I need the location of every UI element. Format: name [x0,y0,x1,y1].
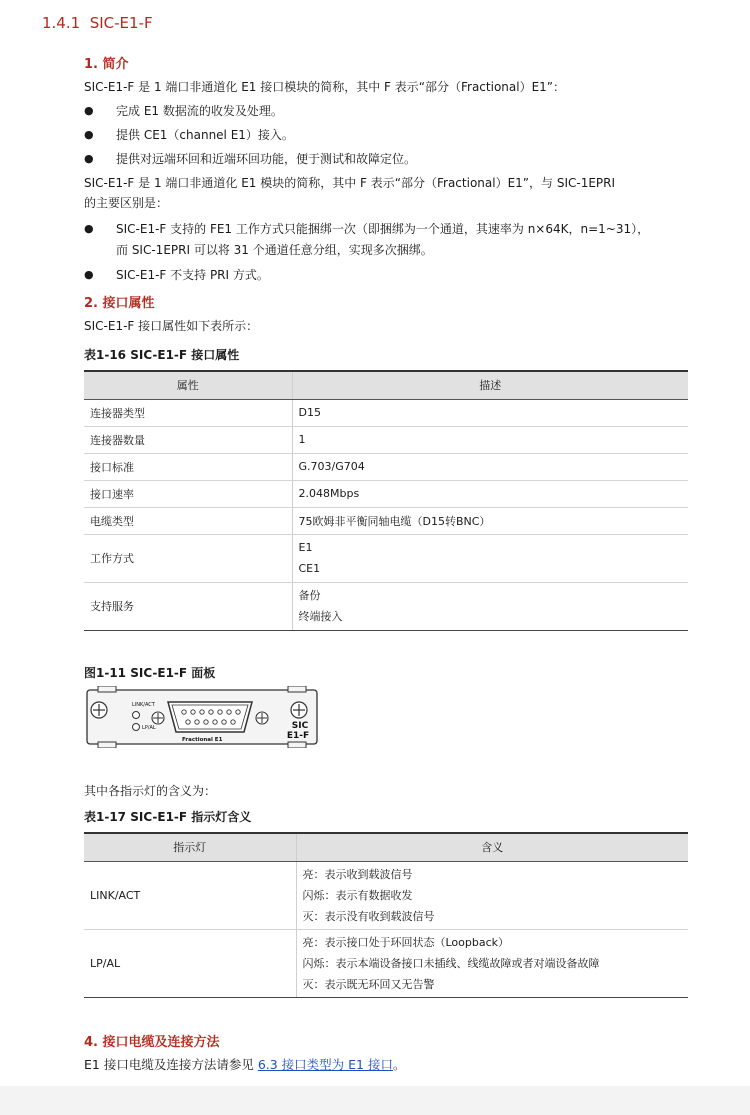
panel-tab [98,742,116,748]
table-row [84,426,688,453]
table-cell: 接口速率 [84,480,292,507]
model-label-line-1: SIC [291,721,309,731]
table-cell: 75欧姆非平衡同轴电缆（D15转BNC） [292,507,688,534]
table-cell: 接口标准 [84,453,292,480]
bullet-dot: ● [84,152,94,165]
screw-icon [291,702,307,718]
table-cell: 1 [292,426,688,453]
table-cell: 支持服务 [84,582,292,630]
table-cell: 连接器数量 [84,426,292,453]
page-footer-band [0,1086,750,1115]
table-cell: E1 CE1 [292,534,688,582]
section-number: 1.4.1 [42,14,81,32]
led-link-act-icon [133,712,140,719]
column-header: 指示灯 [84,833,296,861]
table-row [84,861,688,929]
intro-paragraph-2-line-2: 的主要区别是： [84,196,169,210]
bullet-dot: ● [84,222,94,235]
props-table [84,370,688,631]
document-page: 1.4.1 SIC-E1-F 1. 简介 SIC-E1-F 是 1 端口非通道化 E1 接口模块的简称，其中 F 表示“部分（Fractional）E1”： ● 完成 E1 数据流的收发及处理。 ● 提供 CE1（channel E1）接入。 ● 提供对远端环回和近端环回功能，便于测试和故障定位。 SIC-E1-F 是 1 端口非通道化 E1 模块的简称，其中 F 表示“部分（Fractional）E1”，与 SIC-1EPRI 的主要区别是： ● SIC-E1-F 支持的 FE1 工作方式只能捆绑一次（即捆绑为一个通道，其速率为 n×64K，n=1~31）， 而 SIC-1EPRI 可以将 31 个通道任意分组，实现多次捆绑。 ● SIC-E1-F 不支持 PRI 方式。 2. 接口属性 SIC-E1-F 接口属性如下表所示： 表1-16 SIC-E1-F 接口属性 属性 描述 连接器类型 D15 连接器数量 1 接口标准 G.703/G704 接口速率 2.048Mbps 电缆类型 75欧姆非平衡同轴电缆（D15转BNC） 工作方式 E1 CE1 支持服务 备份 终端接入 图1-11 SIC-E1-F 面板 LINK/ACT LP/AL Fractional E1 SIC E1-F 其中各指示灯的含义为： 表1-17 SIC-E1-F 指示灯含义 指示灯 含义 LINK/ACT 亮：表示收到载波信号 闪烁：表示有数据收发 灭：表示没有收到载波信号 LP/AL 亮：表示接口处于环回状态（Loopback） 闪烁：表示本端设备接口未插线、线缆故障或者对端设备故障 灭：表示既无环回又无告警 4. 接口电缆及连接方法 E1 接口电缆及连接方法请参见 6.3 接口类型为 E1 接口。 [0,0,750,1115]
model-label-line-2: E1-F [286,731,310,741]
screw-icon [91,702,107,718]
table-row [84,534,688,582]
table-cell: D15 [292,399,688,426]
table-header-row [84,371,688,399]
table-cell: G.703/G704 [292,453,688,480]
leds-table-caption: 表1-17 SIC-E1-F 指示灯含义 [84,810,252,824]
bullet-dot: ● [84,128,94,141]
table-cell: 亮：表示接口处于环回状态（Loopback） 闪烁：表示本端设备接口未插线、线缆故障或者对端设备故障 灭：表示既无环回又无告警 [296,929,688,997]
props-heading: 2. 接口属性 [84,296,155,311]
section-title [42,14,153,32]
leds-paragraph: 其中各指示灯的含义为： [84,784,217,798]
table-row [84,480,688,507]
leds-table [84,832,688,998]
props-paragraph: SIC-E1-F 接口属性如下表所示： [84,319,259,333]
table-cell: 2.048Mbps [292,480,688,507]
table-cell: 电缆类型 [84,507,292,534]
column-header: 描述 [292,371,688,399]
cable-paragraph: E1 接口电缆及连接方法请参见 6.3 接口类型为 E1 接口。 [84,1057,406,1072]
table-row [84,399,688,426]
bullet-dot: ● [84,268,94,281]
panel-tab [98,686,116,692]
link-act-label: LINK/ACT [132,702,155,708]
figure-caption: 图1-11 SIC-E1-F 面板 [84,666,216,680]
props-table-caption: 表1-16 SIC-E1-F 接口属性 [84,348,240,362]
column-header: 属性 [84,371,292,399]
intro-paragraph-1: SIC-E1-F 是 1 端口非通道化 E1 接口模块的简称，其中 F 表示“部分（Fractional）E1”： [84,80,566,94]
port-label: Fractional E1 [182,737,223,743]
section-name: SIC-E1-F [89,14,153,32]
panel-tab [288,686,306,692]
bullet-dot: ● [84,104,94,117]
table-row [84,507,688,534]
cable-heading: 4. 接口电缆及连接方法 [84,1035,220,1050]
intro-heading: 1. 简介 [84,57,129,72]
intro-paragraph-2-line-1: SIC-E1-F 是 1 端口非通道化 E1 模块的简称，其中 F 表示“部分（Fractional）E1”，与 SIC-1EPRI [84,176,616,190]
panel-tab [288,742,306,748]
table-row [84,582,688,630]
table-header-row [84,833,688,861]
table-cell: LINK/ACT [84,861,296,929]
column-header: 含义 [296,833,688,861]
table-row [84,453,688,480]
table-cell: 亮：表示收到载波信号 闪烁：表示有数据收发 灭：表示没有收到载波信号 [296,861,688,929]
table-row [84,929,688,997]
table-cell: 连接器类型 [84,399,292,426]
table-cell: 备份 终端接入 [292,582,688,630]
table-cell: LP/AL [84,929,296,997]
table-cell: 工作方式 [84,534,292,582]
led-lp-al-icon [133,724,140,731]
cable-reference-link[interactable]: 6.3 接口类型为 E1 接口 [257,1057,393,1072]
panel-illustration [86,686,318,748]
lp-al-label: LP/AL [142,725,156,731]
